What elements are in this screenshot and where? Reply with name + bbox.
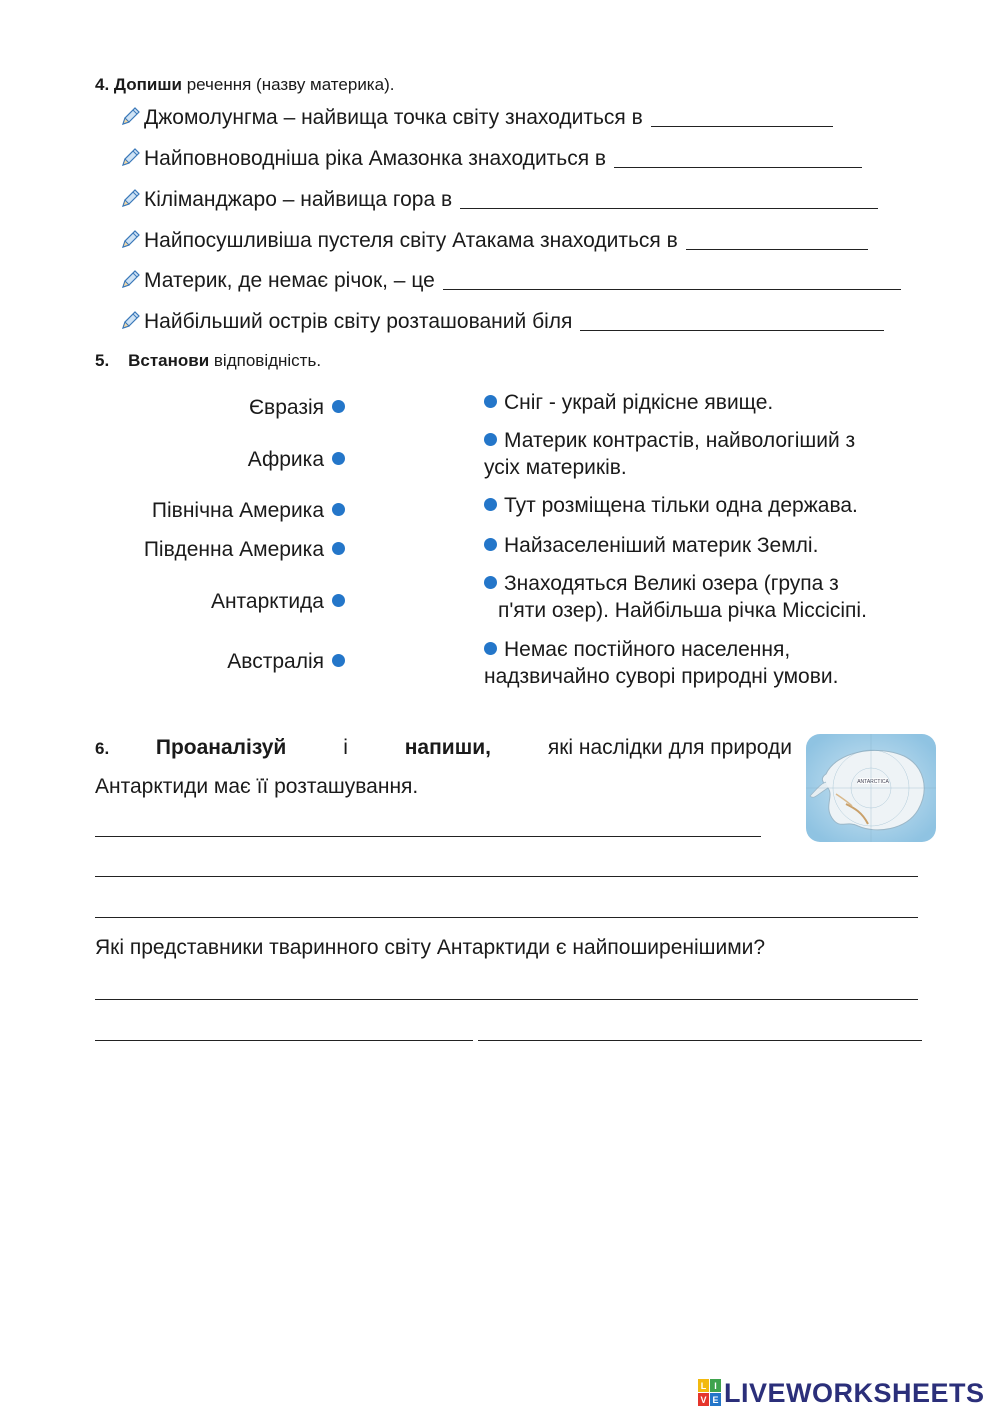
match-dot-right[interactable] bbox=[484, 538, 497, 551]
task5-right-text: Тут розміщена тільки одна держава. bbox=[504, 494, 858, 517]
task4-bold: Допиши bbox=[113, 75, 182, 94]
liveworksheets-logo bbox=[698, 1375, 985, 1411]
task4-item bbox=[120, 228, 868, 253]
task5-right-item[interactable] bbox=[484, 427, 855, 481]
match-dot-left[interactable] bbox=[332, 654, 345, 667]
task6-rest1: які наслідки для природи bbox=[547, 736, 792, 759]
match-dot-left[interactable] bbox=[332, 503, 345, 516]
match-dot-right[interactable] bbox=[484, 642, 497, 655]
answer-line-5b[interactable] bbox=[478, 1040, 922, 1041]
pencil-icon bbox=[120, 228, 142, 250]
match-dot-right[interactable] bbox=[484, 576, 497, 589]
match-dot-right[interactable] bbox=[484, 433, 497, 446]
task5-heading bbox=[95, 351, 321, 371]
task6-line2: Антарктиди має її розташування. bbox=[95, 775, 419, 798]
answer-line-5a[interactable] bbox=[95, 1040, 473, 1041]
task4-heading bbox=[95, 75, 394, 95]
task5-left-label: Північна Америка bbox=[151, 499, 324, 522]
task5-right-text: Сніг - украй рідкісне явище. bbox=[504, 391, 774, 414]
pencil-icon bbox=[120, 268, 142, 290]
pencil-icon bbox=[120, 187, 142, 209]
task5-left-item[interactable] bbox=[0, 396, 345, 420]
task4-item-text: Найпосушливіша пустеля світу Атакама знаходиться в bbox=[144, 229, 678, 252]
task5-bold: Встанови bbox=[128, 351, 210, 370]
answer-line-1[interactable] bbox=[95, 836, 761, 837]
task4-rest: речення (назву материка). bbox=[181, 75, 395, 94]
task4-answer-blank[interactable] bbox=[443, 269, 901, 290]
task4-item-text: Кіліманджаро – найвища гора в bbox=[144, 188, 453, 211]
pencil-icon bbox=[120, 146, 142, 168]
task5-right-item[interactable] bbox=[484, 389, 773, 416]
task5-right-item[interactable] bbox=[484, 636, 838, 690]
task5-right-text: Найзаселеніший материк Землі. bbox=[504, 534, 819, 557]
task4-item bbox=[120, 268, 901, 293]
task4-item-text: Найповноводніша ріка Амазонка знаходиться в bbox=[144, 147, 607, 170]
match-dot-left[interactable] bbox=[332, 452, 345, 465]
task6-question2: Які представники тваринного світу Антарктиди є найпоширенішими? bbox=[95, 936, 766, 959]
task4-item-text: Материк, де немає річок, – це bbox=[144, 269, 435, 292]
answer-line-3[interactable] bbox=[95, 917, 918, 918]
map-label: ANTARCTICA bbox=[857, 779, 889, 785]
task5-rest: відповідність. bbox=[209, 351, 322, 370]
task4-item bbox=[120, 146, 862, 171]
answer-line-2[interactable] bbox=[95, 876, 918, 877]
task5-right-item[interactable] bbox=[484, 492, 858, 519]
task5-left-label: Південна Америка bbox=[143, 538, 324, 561]
logo-letter-i: I bbox=[714, 1381, 717, 1391]
task5-left-label: Австралія bbox=[227, 650, 324, 673]
task5-right-text: усіх материків. bbox=[484, 456, 627, 479]
logo-letter-e: E bbox=[712, 1395, 719, 1405]
task4-answer-blank[interactable] bbox=[580, 310, 884, 331]
match-dot-left[interactable] bbox=[332, 542, 345, 555]
task5-left-label: Антарктида bbox=[210, 590, 324, 613]
task5-left-label: Євразія bbox=[248, 396, 324, 419]
task5-right-text: Материк контрастів, найвологіший з bbox=[504, 429, 856, 452]
task5-left-item[interactable] bbox=[0, 538, 345, 562]
task5-right-item[interactable] bbox=[484, 532, 818, 559]
task6-bold1: Проаналізуй bbox=[155, 736, 287, 759]
match-dot-left[interactable] bbox=[332, 594, 345, 607]
task6-mid: і bbox=[343, 736, 348, 759]
task6-bold2: напиши, bbox=[404, 736, 491, 759]
task4-item bbox=[120, 309, 884, 334]
task4-item-text: Найбільший острів світу розташований біля bbox=[144, 310, 573, 333]
answer-line-4[interactable] bbox=[95, 999, 918, 1000]
task5-right-item[interactable] bbox=[484, 570, 867, 624]
task5-left-item[interactable] bbox=[0, 499, 345, 523]
logo-letter-blocks-icon bbox=[698, 1379, 722, 1407]
match-dot-left[interactable] bbox=[332, 400, 345, 413]
pencil-icon bbox=[120, 105, 142, 127]
task4-item bbox=[120, 187, 878, 212]
task5-right-text: надзвичайно суворі природні умови. bbox=[484, 665, 839, 688]
pencil-icon bbox=[120, 309, 142, 331]
task4-item bbox=[120, 105, 833, 130]
task5-right-text: Немає постійного населення, bbox=[504, 638, 791, 661]
task4-item-text: Джомолунгма – найвища точка світу знаходиться в bbox=[144, 106, 643, 129]
task4-answer-blank[interactable] bbox=[651, 106, 833, 127]
task6-number: 6. bbox=[95, 739, 110, 758]
task5-left-label: Африка bbox=[247, 448, 324, 471]
antarctica-map-image bbox=[806, 734, 936, 842]
task4-answer-blank[interactable] bbox=[460, 188, 878, 209]
logo-letter-v: V bbox=[700, 1395, 707, 1405]
logo-text: LIVEWORKSHEETS bbox=[724, 1377, 985, 1408]
task5-left-item[interactable] bbox=[0, 448, 345, 472]
task5-left-item[interactable] bbox=[0, 650, 345, 674]
task4-answer-blank[interactable] bbox=[614, 147, 862, 168]
task4-answer-blank[interactable] bbox=[686, 229, 868, 250]
task5-right-text: п'яти озер). Найбільша річка Міссісіпі. bbox=[498, 599, 867, 622]
match-dot-right[interactable] bbox=[484, 498, 497, 511]
task5-right-text: Знаходяться Великі озера (група з bbox=[504, 572, 839, 595]
task6-line1 bbox=[95, 736, 792, 760]
match-dot-right[interactable] bbox=[484, 395, 497, 408]
task5-number: 5. bbox=[95, 351, 110, 370]
task4-number: 4. bbox=[95, 75, 110, 94]
logo-letter-l: L bbox=[700, 1381, 707, 1391]
task5-left-item[interactable] bbox=[0, 590, 345, 614]
